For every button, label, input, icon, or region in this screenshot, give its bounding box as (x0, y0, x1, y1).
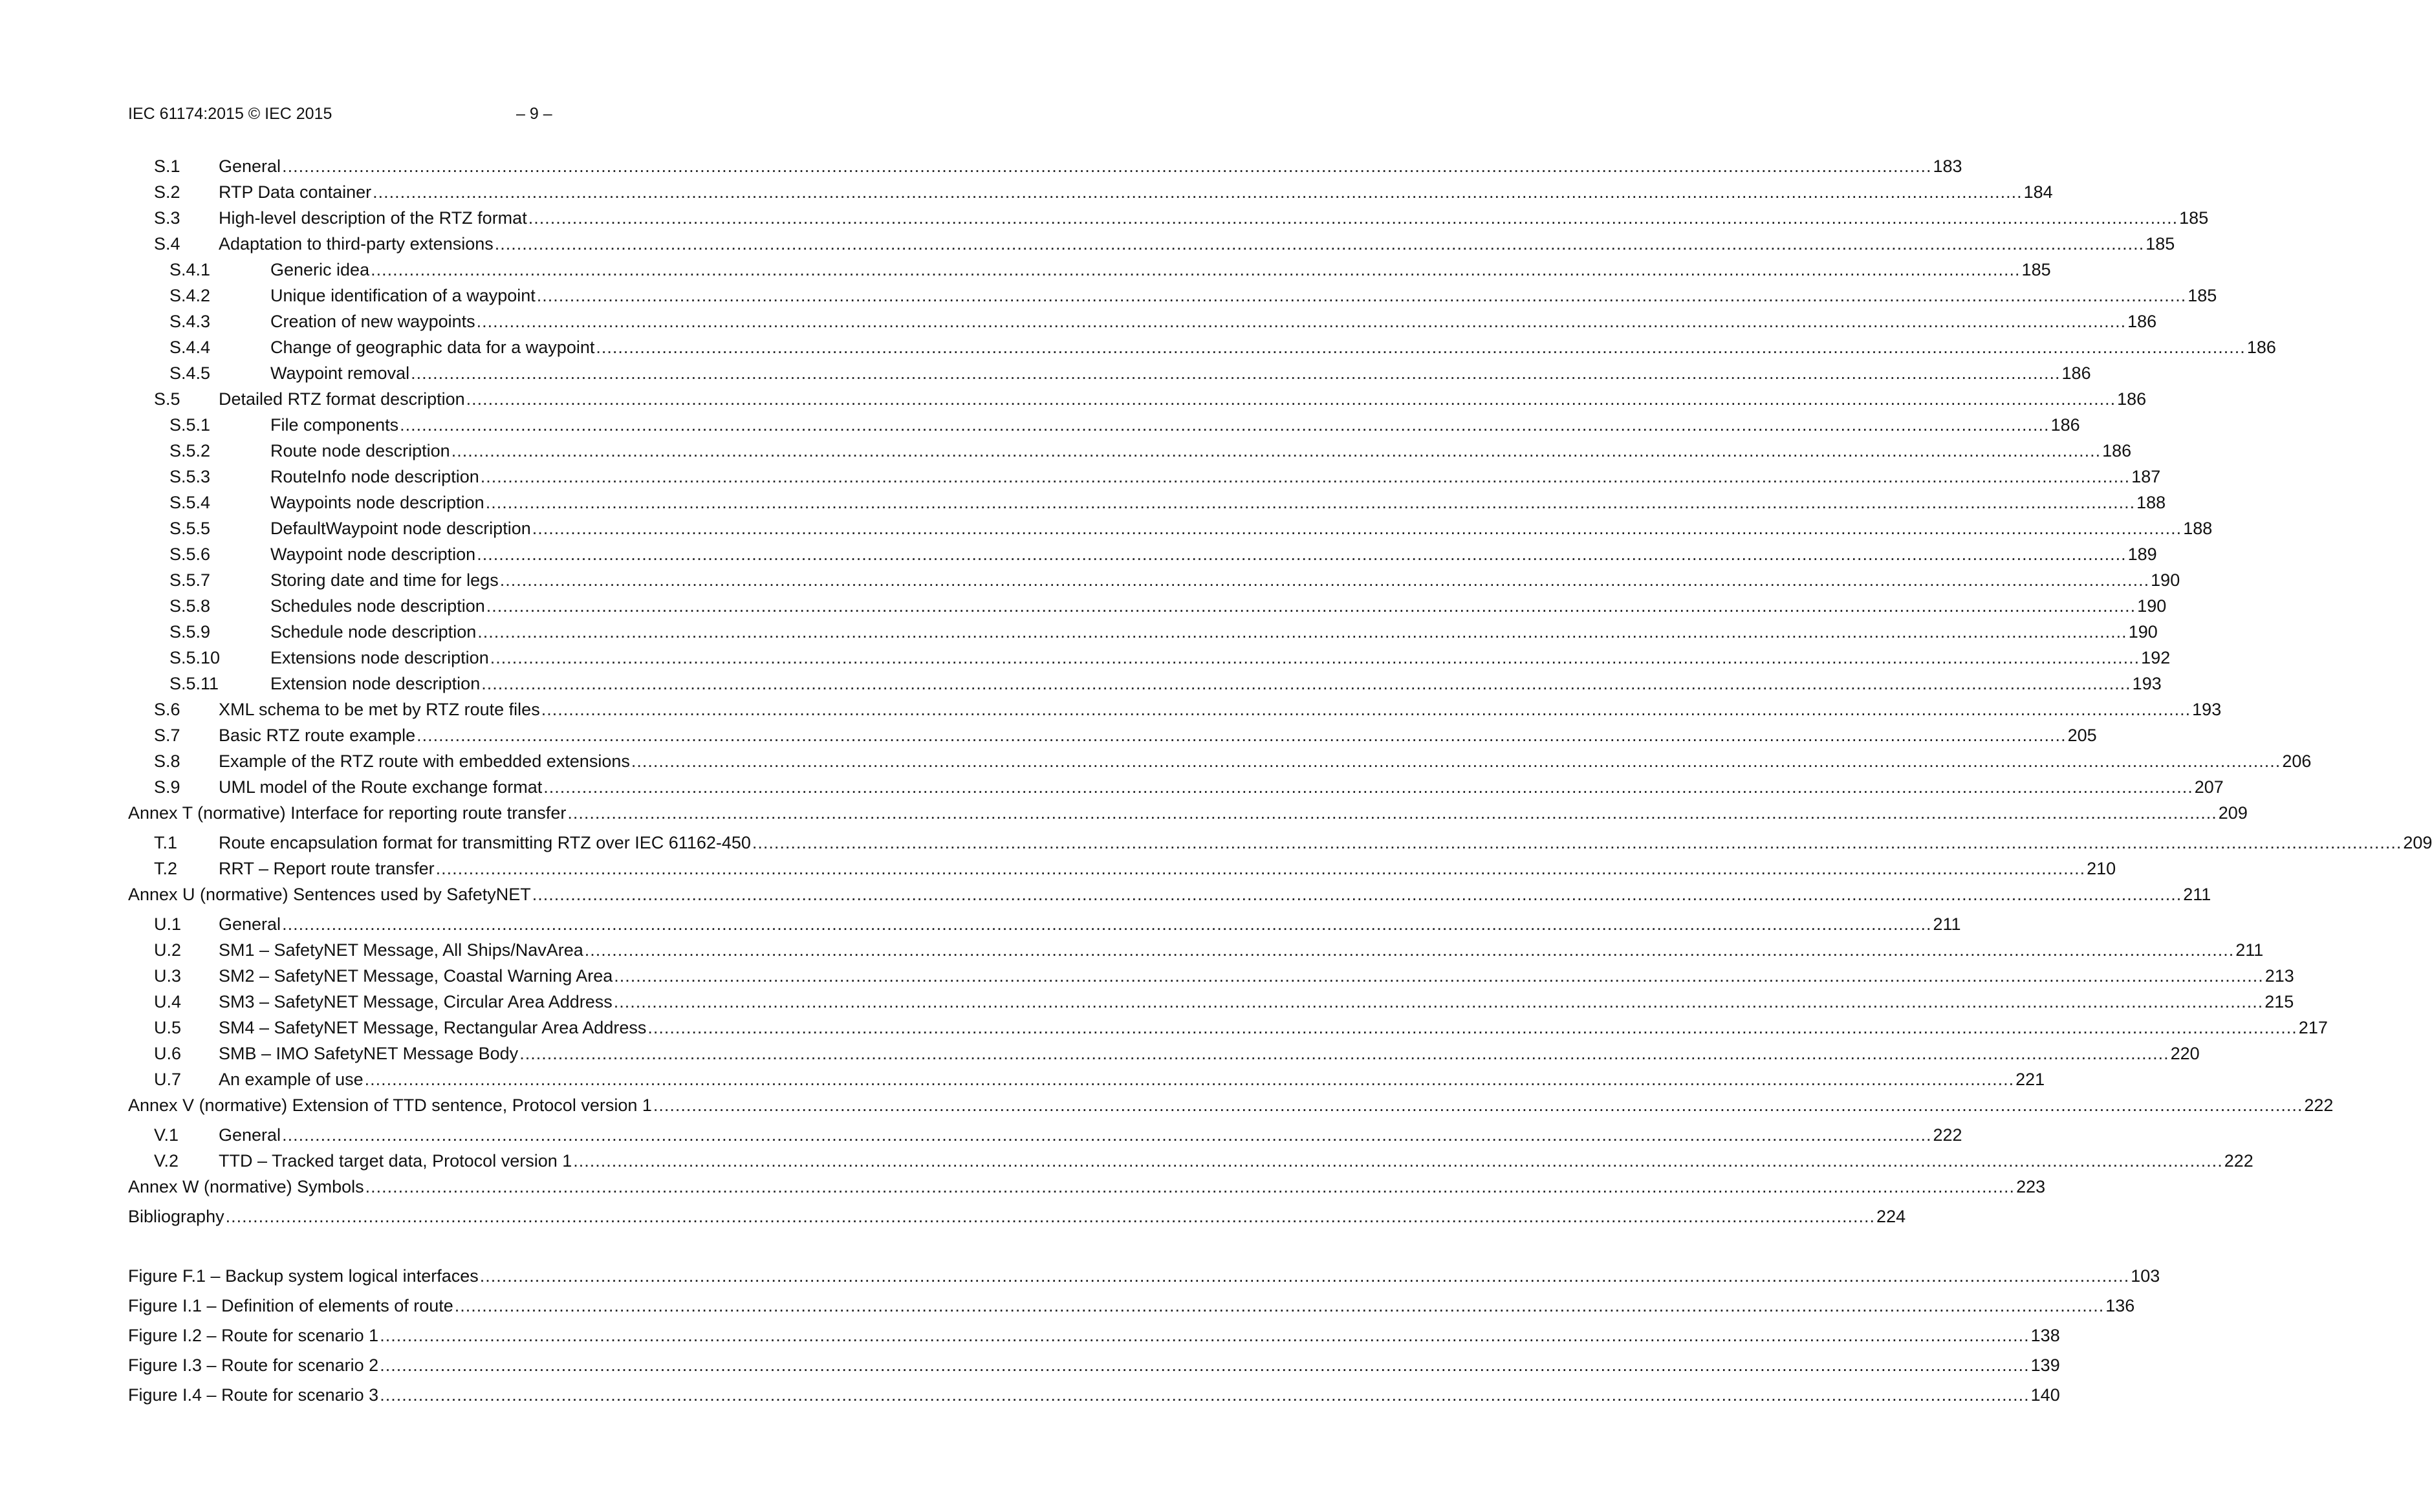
dot-leader: ............................................................................................................................................................................................................................................................................................................ (596, 338, 2246, 357)
dot-leader: ............................................................................................................................................................................................................................................................................................................ (411, 363, 2061, 383)
toc-entry-title: Basic RTZ route example (219, 726, 416, 745)
toc-entry-title: Unique identification of a waypoint (270, 286, 536, 305)
dot-leader: ............................................................................................................................................................................................................................................................................................................ (631, 751, 2281, 771)
toc-entry-leader (219, 206, 2209, 230)
toc-entry-page: 188 (2183, 519, 2213, 538)
toc-entry-title: Adaptation to third-party extensions (219, 234, 494, 254)
toc-entry-number: S.5.3 (169, 467, 211, 486)
toc-entry-title: Bibliography (128, 1207, 224, 1226)
toc-entry-number: U.2 (154, 940, 182, 960)
dot-leader: ............................................................................................................................................................................................................................................................................................................ (567, 803, 2217, 823)
toc-entry-page: 223 (2016, 1177, 2046, 1196)
toc-entry-title: Extension node description (270, 674, 481, 693)
toc-entry-number: S.4.2 (169, 286, 211, 305)
toc-entry-page: 211 (2235, 940, 2264, 960)
toc-entry-title: Figure I.4 – Route for scenario 3 (128, 1385, 379, 1405)
toc-entry-title: Figure I.2 – Route for scenario 1 (128, 1326, 379, 1345)
toc-entry-page: 193 (2192, 700, 2222, 719)
toc-entry-number: S.5.2 (169, 441, 211, 460)
toc-entry[interactable] (128, 1123, 1962, 1147)
toc-entry-title: RRT – Report route transfer (219, 859, 435, 878)
toc-entry[interactable] (128, 671, 2162, 696)
toc-entry[interactable] (128, 232, 2175, 256)
toc-entry-leader (219, 964, 2294, 988)
toc-entry-title: Annex U (normative) Sentences used by SafetyNET (128, 885, 531, 904)
toc-entry[interactable] (128, 283, 2217, 308)
toc-entry-page: 211 (2183, 885, 2211, 904)
toc-entry-leader (219, 749, 2312, 773)
toc-entry[interactable] (128, 1093, 2334, 1118)
dot-leader: ............................................................................................................................................................................................................................................................................................................ (365, 1177, 2015, 1196)
toc-entry-page: 190 (2128, 622, 2158, 642)
toc-entry-leader (270, 542, 2157, 567)
toc-entry-title: RouteInfo node description (270, 467, 479, 486)
toc-entry[interactable] (128, 309, 2157, 334)
toc-entry-title: Annex T (normative) Interface for reporting route transfer (128, 803, 567, 823)
toc-entry-leader (128, 1383, 2060, 1407)
toc-entry-number: T.2 (154, 859, 178, 878)
dot-leader: ............................................................................................................................................................................................................................................................................................................ (613, 992, 2264, 1011)
toc-entry-title: Route node description (270, 441, 450, 460)
toc-entry-leader (219, 1067, 2045, 1092)
toc-entry-title: Schedule node description (270, 622, 477, 642)
toc-entry-title: RTP Data container (219, 182, 372, 202)
toc-entry[interactable] (128, 938, 2264, 962)
toc-entry[interactable] (128, 180, 2053, 204)
toc-entry-leader (219, 154, 1962, 178)
toc-entry-number: S.4.4 (169, 338, 211, 357)
toc-entry-leader (270, 620, 2158, 644)
toc-entry[interactable] (128, 749, 2312, 773)
toc-entry-title: SMB – IMO SafetyNET Message Body (219, 1044, 519, 1063)
toc-entry-title: Figure I.1 – Definition of elements of route (128, 1296, 453, 1315)
toc-entry-leader (270, 413, 2080, 437)
toc-entry-page: 186 (2102, 441, 2132, 460)
toc-entry-number: S.7 (154, 726, 180, 745)
toc-entry-page: 211 (1933, 914, 1961, 934)
toc-entry[interactable] (128, 1174, 2046, 1199)
toc-entry-page: 188 (2136, 493, 2166, 512)
toc-entry-title: Schedules node description (270, 596, 485, 616)
toc-entry[interactable] (128, 335, 2276, 360)
toc-entry-number: U.5 (154, 1018, 182, 1037)
toc-entry-leader (270, 361, 2091, 385)
toc-entry-page: 139 (2030, 1355, 2060, 1375)
toc-entry[interactable] (128, 697, 2222, 722)
toc-entry-leader (270, 283, 2217, 308)
toc-entry-title: Annex V (normative) Extension of TTD sentence, Protocol version 1 (128, 1096, 652, 1115)
toc-entry-leader (219, 938, 2264, 962)
toc-entry-number: T.1 (154, 833, 178, 852)
dot-leader: ............................................................................................................................................................................................................................................................................................................ (536, 286, 2187, 305)
toc-entry-page: 221 (2015, 1070, 2045, 1089)
toc-entry-leader (270, 335, 2276, 360)
toc-entry-leader (219, 180, 2053, 204)
toc-entry-title: Creation of new waypoints (270, 312, 475, 331)
toc-entry-leader (219, 830, 2432, 855)
toc-entry-leader (128, 1293, 2135, 1318)
dot-leader: ............................................................................................................................................................................................................................................................................................................ (451, 441, 2101, 460)
toc-entry-title: High-level description of the RTZ format (219, 208, 527, 228)
toc-entry-leader (219, 723, 2097, 748)
toc-entry[interactable] (128, 594, 2167, 618)
toc-entry[interactable] (128, 206, 2209, 230)
toc-entry-page: 217 (2298, 1018, 2328, 1037)
toc-entry-page: 185 (2021, 260, 2051, 279)
toc-entry-number: S.5.7 (169, 570, 211, 590)
toc-entry-page: 193 (2132, 674, 2162, 693)
dot-leader: ............................................................................................................................................................................................................................................................................................................ (400, 415, 2050, 435)
dot-leader: ............................................................................................................................................................................................................................................................................................................ (225, 1207, 1876, 1226)
document-reference: IEC 61174:2015 © IEC 2015 (128, 105, 332, 123)
toc-entry-number: S.4.3 (169, 312, 211, 331)
page-header (128, 102, 947, 125)
toc-entry-page: 210 (2087, 859, 2116, 878)
toc-entry-leader (219, 912, 1961, 936)
toc-entry-page: 220 (2170, 1044, 2200, 1063)
toc-entry-leader (219, 697, 2222, 722)
toc-entry-number: S.5.8 (169, 596, 211, 616)
toc-entry[interactable] (128, 1353, 2060, 1377)
dot-leader: ............................................................................................................................................................................................................................................................................................................ (541, 700, 2191, 719)
toc-entry[interactable] (128, 413, 2080, 437)
toc-entry-page: 209 (2218, 803, 2248, 823)
dot-leader: ............................................................................................................................................................................................................................................................................................................ (417, 726, 2067, 745)
toc-entry-leader (128, 1323, 2060, 1348)
toc-entry[interactable] (128, 856, 2116, 881)
dot-leader: ............................................................................................................................................................................................................................................................................................................ (490, 648, 2140, 667)
dot-leader: ............................................................................................................................................................................................................................................................................................................ (466, 389, 2116, 409)
dot-leader: ............................................................................................................................................................................................................................................................................................................ (371, 260, 2021, 279)
toc-entry-number: S.4.5 (169, 363, 211, 383)
toc-entry-number: S.5.4 (169, 493, 211, 512)
toc-entry-page: 224 (1876, 1207, 1906, 1226)
toc-entry-number: S.8 (154, 751, 180, 771)
toc-entry-title: DefaultWaypoint node description (270, 519, 531, 538)
toc-entry-leader (270, 257, 2051, 282)
toc-entry-title: An example of use (219, 1070, 364, 1089)
toc-entry-leader (270, 438, 2132, 463)
toc-entry-title: UML model of the Route exchange format (219, 777, 543, 797)
toc-entry-page: 186 (2127, 312, 2157, 331)
toc-entry-leader (128, 1264, 2160, 1288)
toc-entry-leader (219, 1015, 2328, 1040)
toc-entry-title: Example of the RTZ route with embedded extensions (219, 751, 630, 771)
toc-entry-page: 189 (2127, 545, 2157, 564)
dot-leader: ............................................................................................................................................................................................................................................................................................................ (573, 1151, 2223, 1171)
dot-leader: ............................................................................................................................................................................................................................................................................................................ (282, 157, 1932, 176)
dot-leader: ............................................................................................................................................................................................................................................................................................................ (373, 182, 2023, 202)
toc-entry-page: 185 (2188, 286, 2217, 305)
toc-entry-number: S.3 (154, 208, 180, 228)
toc-entry[interactable] (128, 1323, 2060, 1348)
toc-entry-leader (219, 775, 2224, 799)
toc-entry-number: U.3 (154, 966, 182, 986)
toc-entry-leader (270, 490, 2166, 515)
toc-entry[interactable] (128, 1264, 2160, 1288)
dot-leader: ............................................................................................................................................................................................................................................................................................................ (380, 1355, 2030, 1375)
toc-entry-title: Detailed RTZ format description (219, 389, 465, 409)
toc-entry-number: U.1 (154, 914, 182, 934)
toc-entry-page: 222 (2224, 1151, 2253, 1171)
toc-entry[interactable] (128, 1015, 2328, 1040)
dot-leader: ............................................................................................................................................................................................................................................................................................................ (282, 914, 1932, 934)
toc-entry[interactable] (128, 1041, 2200, 1066)
toc-entry-leader (270, 645, 2171, 670)
dot-leader: ............................................................................................................................................................................................................................................................................................................ (477, 622, 2127, 642)
dot-leader: ............................................................................................................................................................................................................................................................................................................ (479, 1266, 2130, 1286)
toc-entry-number: S.5.1 (169, 415, 211, 435)
toc-entry-page: 186 (2117, 389, 2147, 409)
dot-leader: ............................................................................................................................................................................................................................................................................................................ (614, 966, 2264, 986)
toc-entry[interactable] (128, 387, 2147, 411)
toc-entry[interactable] (128, 542, 2157, 567)
toc-entry[interactable] (128, 154, 1962, 178)
toc-entry-number: S.4 (154, 234, 180, 254)
toc-entry[interactable] (128, 1204, 1906, 1229)
toc-entry-title: Storing date and time for legs (270, 570, 499, 590)
toc-entry-page: 140 (2030, 1385, 2060, 1405)
toc-entry-leader (219, 387, 2147, 411)
dot-leader: ............................................................................................................................................................................................................................................................................................................ (494, 234, 2145, 254)
toc-entry-page: 190 (2151, 570, 2180, 590)
toc-entry-page: 192 (2141, 648, 2171, 667)
toc-entry-title: Route encapsulation format for transmitting RTZ over IEC 61162-450 (219, 833, 751, 852)
dot-leader: ............................................................................................................................................................................................................................................................................................................ (543, 777, 2193, 797)
dot-leader: ............................................................................................................................................................................................................................................................................................................ (380, 1326, 2030, 1345)
toc-entry-title: TTD – Tracked target data, Protocol version 1 (219, 1151, 572, 1171)
toc-entry[interactable] (128, 361, 2091, 385)
dot-leader: ............................................................................................................................................................................................................................................................................................................ (481, 674, 2131, 693)
toc-entry[interactable] (128, 516, 2213, 541)
toc-entry-number: S.5.9 (169, 622, 211, 642)
toc-entry-leader (219, 1123, 1962, 1147)
toc-entry-page: 138 (2030, 1326, 2060, 1345)
dot-leader: ............................................................................................................................................................................................................................................................................................................ (435, 859, 2086, 878)
toc-entry-number: S.6 (154, 700, 180, 719)
toc-entry-number: U.4 (154, 992, 182, 1011)
toc-entry-title: SM3 – SafetyNET Message, Circular Area Address (219, 992, 613, 1011)
toc-entry-page: 206 (2282, 751, 2312, 771)
toc-entry-title: General (219, 1125, 281, 1145)
toc-entry-number: U.6 (154, 1044, 182, 1063)
toc-entry-title: SM2 – SafetyNET Message, Coastal Warning Area (219, 966, 613, 986)
toc-entry-page: 222 (2304, 1096, 2334, 1115)
dot-leader: ............................................................................................................................................................................................................................................................................................................ (647, 1018, 2297, 1037)
toc-entry-number: U.7 (154, 1070, 182, 1089)
toc-entry-number: S.5.11 (169, 674, 219, 693)
toc-entry-leader (270, 671, 2162, 696)
toc-entry-page: 213 (2264, 966, 2294, 986)
toc-entry[interactable] (128, 801, 2248, 825)
toc-entry[interactable] (128, 1293, 2135, 1318)
dot-leader: ............................................................................................................................................................................................................................................................................................................ (532, 519, 2182, 538)
toc-entry-page: 186 (2050, 415, 2080, 435)
toc-entry[interactable] (128, 1067, 2045, 1092)
toc-entry-number: V.2 (154, 1151, 179, 1171)
toc-entry-page: 103 (2131, 1266, 2160, 1286)
toc-entry-leader (270, 516, 2213, 541)
toc-entry-page: 187 (2131, 467, 2161, 486)
dot-leader: ............................................................................................................................................................................................................................................................................................................ (499, 570, 2150, 590)
toc-entry-title: Change of geographic data for a waypoint (270, 338, 595, 357)
toc-entry-number: S.2 (154, 182, 180, 202)
toc-entry-page: 215 (2264, 992, 2294, 1011)
toc-entry-page: 185 (2145, 234, 2175, 254)
toc-entry-title: Extensions node description (270, 648, 489, 667)
toc-entry-number: S.5.10 (169, 648, 221, 667)
toc-entry[interactable] (128, 257, 2051, 282)
dot-leader: ............................................................................................................................................................................................................................................................................................................ (519, 1044, 2169, 1063)
toc-entry[interactable] (128, 490, 2166, 515)
toc-entry-title: Waypoint removal (270, 363, 410, 383)
toc-entry-leader (270, 568, 2180, 592)
toc-entry-number: S.5.5 (169, 519, 211, 538)
toc-entry[interactable] (128, 464, 2161, 489)
toc-entry[interactable] (128, 882, 2211, 907)
toc-entry[interactable] (128, 830, 2432, 855)
toc-entry-page: 222 (1933, 1125, 1962, 1145)
dot-leader: ............................................................................................................................................................................................................................................................................................................ (653, 1096, 2303, 1115)
toc-entry[interactable] (128, 1149, 2253, 1173)
toc-entry-leader (270, 309, 2157, 334)
dot-leader: ............................................................................................................................................................................................................................................................................................................ (380, 1385, 2030, 1405)
toc-entry-title: Waypoint node description (270, 545, 476, 564)
dot-leader: ............................................................................................................................................................................................................................................................................................................ (480, 467, 2131, 486)
toc-entry-title: SM1 – SafetyNET Message, All Ships/NavArea (219, 940, 583, 960)
dot-leader: ............................................................................................................................................................................................................................................................................................................ (486, 596, 2136, 616)
dot-leader: ............................................................................................................................................................................................................................................................................................................ (364, 1070, 2015, 1089)
dot-leader: ............................................................................................................................................................................................................................................................................................................ (476, 312, 2127, 331)
toc-entry[interactable] (128, 620, 2158, 644)
toc-entry[interactable] (128, 723, 2097, 748)
toc-entry-page: 184 (2023, 182, 2053, 202)
toc-entry-leader (219, 232, 2175, 256)
toc-entry-number: S.5 (154, 389, 180, 409)
toc-entry[interactable] (128, 964, 2294, 988)
toc-entry-number: S.5.6 (169, 545, 211, 564)
toc-entry[interactable] (128, 438, 2132, 463)
toc-entry-page: 207 (2194, 777, 2224, 797)
toc-entry-number: V.1 (154, 1125, 179, 1145)
dot-leader: ............................................................................................................................................................................................................................................................................................................ (584, 940, 2235, 960)
toc-entry-number: S.1 (154, 157, 180, 176)
toc-entry-title: Figure F.1 – Backup system logical interfaces (128, 1266, 479, 1286)
toc-entry-number: S.4.1 (169, 260, 211, 279)
toc-entry[interactable] (128, 912, 1961, 936)
toc-entry[interactable] (128, 1383, 2060, 1407)
toc-entry-page: 209 (2403, 833, 2432, 852)
toc-entry-leader (128, 882, 2211, 907)
dot-leader: ............................................................................................................................................................................................................................................................................................................ (477, 545, 2127, 564)
toc-entry-leader (270, 464, 2161, 489)
toc-entry-title: General (219, 157, 281, 176)
toc-entry[interactable] (128, 645, 2171, 670)
toc-entry-page: 205 (2067, 726, 2097, 745)
toc-entry-leader (128, 1353, 2060, 1377)
toc-entry-title: Generic idea (270, 260, 370, 279)
toc-entry-page: 186 (2061, 363, 2091, 383)
dot-leader: ............................................................................................................................................................................................................................................................................................................ (752, 833, 2402, 852)
toc-entry-page: 136 (2105, 1296, 2135, 1315)
toc-entry-title: Annex W (normative) Symbols (128, 1177, 364, 1196)
toc-entry-page: 183 (1933, 157, 1962, 176)
toc-entry-leader (128, 1093, 2334, 1118)
toc-entry-title: Waypoints node description (270, 493, 484, 512)
toc-entry-leader (219, 856, 2116, 881)
toc-entry-title: XML schema to be met by RTZ route files (219, 700, 540, 719)
toc-entry[interactable] (128, 989, 2294, 1014)
dot-leader: ............................................................................................................................................................................................................................................................................................................ (528, 208, 2178, 228)
toc-entry-leader (270, 594, 2167, 618)
dot-leader: ............................................................................................................................................................................................................................................................................................................ (282, 1125, 1932, 1145)
toc-entry-number: S.9 (154, 777, 180, 797)
dot-leader: ............................................................................................................................................................................................................................................................................................................ (532, 885, 2182, 904)
toc-entry-leader (128, 801, 2248, 825)
toc-entry-leader (128, 1204, 1906, 1229)
toc-entry[interactable] (128, 568, 2180, 592)
toc-entry-page: 185 (2179, 208, 2209, 228)
toc-entry-leader (219, 1041, 2200, 1066)
toc-entry-title: General (219, 914, 281, 934)
toc-entry-title: Figure I.3 – Route for scenario 2 (128, 1355, 379, 1375)
toc-entry-leader (219, 989, 2294, 1014)
toc-entry-leader (219, 1149, 2253, 1173)
dot-leader: ............................................................................................................................................................................................................................................................................................................ (485, 493, 2136, 512)
toc-entry-page: 186 (2246, 338, 2276, 357)
dot-leader: ............................................................................................................................................................................................................................................................................................................ (454, 1296, 2105, 1315)
toc-entry-title: File components (270, 415, 399, 435)
toc-entry[interactable] (128, 775, 2224, 799)
page-number: – 9 – (516, 105, 552, 123)
toc-entry-page: 190 (2137, 596, 2167, 616)
toc-entry-title: SM4 – SafetyNET Message, Rectangular Area Address (219, 1018, 647, 1037)
toc-entry-leader (128, 1174, 2046, 1199)
